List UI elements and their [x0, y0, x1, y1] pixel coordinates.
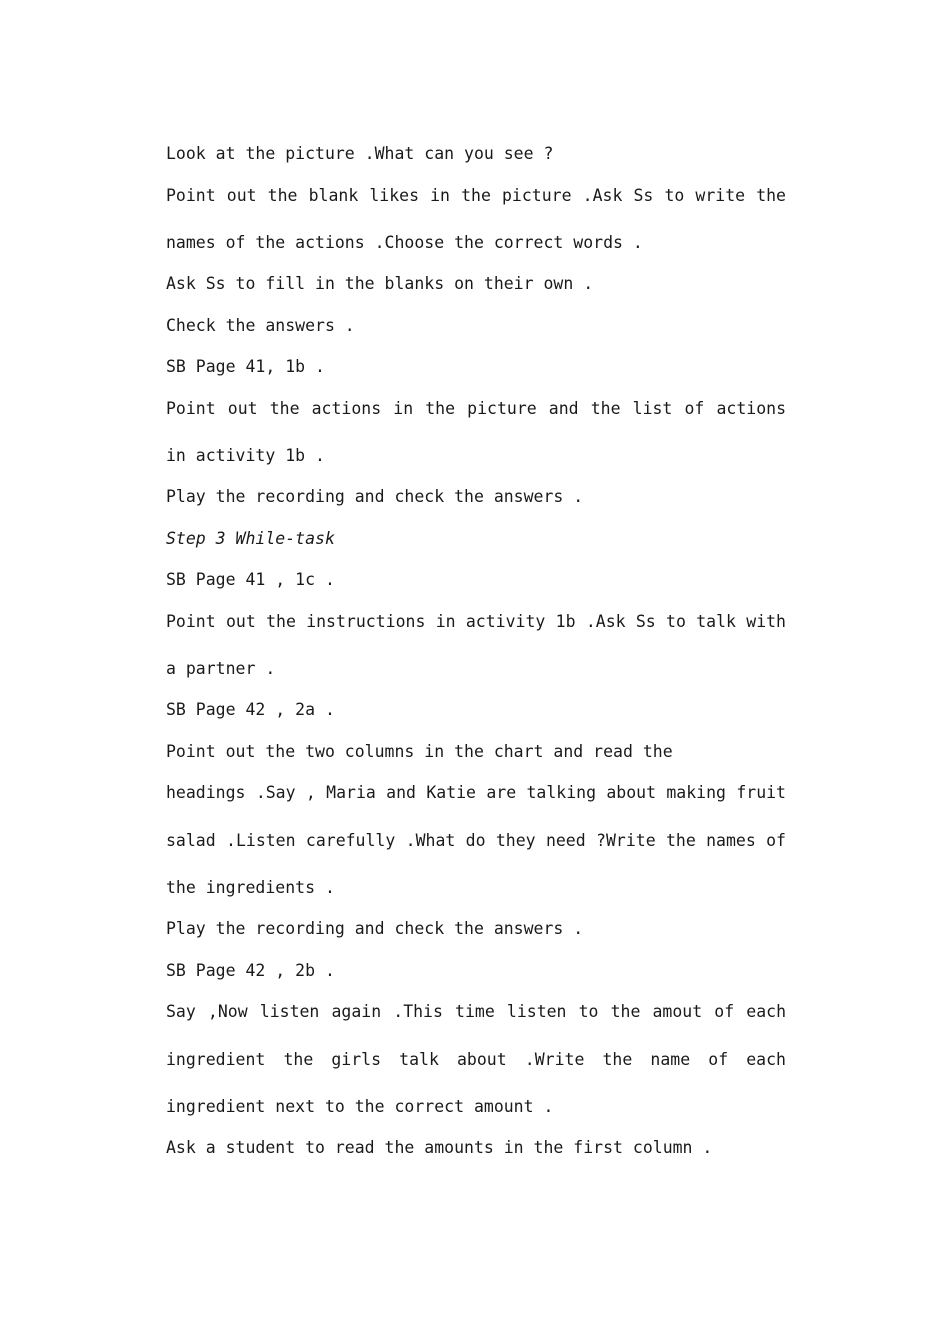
text-line: Check the answers . — [166, 315, 355, 335]
section-heading: Step 3 While-task — [166, 528, 335, 548]
text-line: SB Page 41 , 1c . — [166, 570, 335, 589]
text-line: SB Page 41, 1b . — [166, 357, 325, 376]
text-line: Point out the two columns in the chart and read the — [166, 741, 673, 761]
text-line: Look at the picture .What can you see ? — [166, 144, 554, 163]
text-paragraph: headings .Say , Maria and Katie are talking about making fruit salad .Listen carefully .What do they need ?Write the names of the ingredients . — [166, 783, 786, 897]
text-paragraph: Point out the instructions in activity 1b .Ask Ss to talk with a partner . — [166, 611, 786, 678]
text-line: SB Page 42 , 2a . — [166, 700, 335, 719]
document-body — [166, 142, 786, 1178]
text-line: Ask Ss to fill in the blanks on their own . — [166, 274, 594, 293]
text-line: Play the recording and check the answers . — [166, 919, 584, 938]
text-line: SB Page 42 , 2b . — [166, 960, 335, 980]
text-line: Ask a student to read the amounts in the first column . — [166, 1138, 713, 1157]
text-paragraph: Say ,Now listen again .This time listen to the amout of each ingredient the girls talk about .Write the name of each ingredient next to the correct amount . — [166, 1002, 786, 1116]
text-paragraph: Point out the blank likes in the picture .Ask Ss to write the names of the actions .Choose the correct words . — [166, 185, 786, 252]
text-line: Play the recording and check the answers . — [166, 487, 584, 506]
text-paragraph: Point out the actions in the picture and the list of actions in activity 1b . — [166, 398, 786, 465]
